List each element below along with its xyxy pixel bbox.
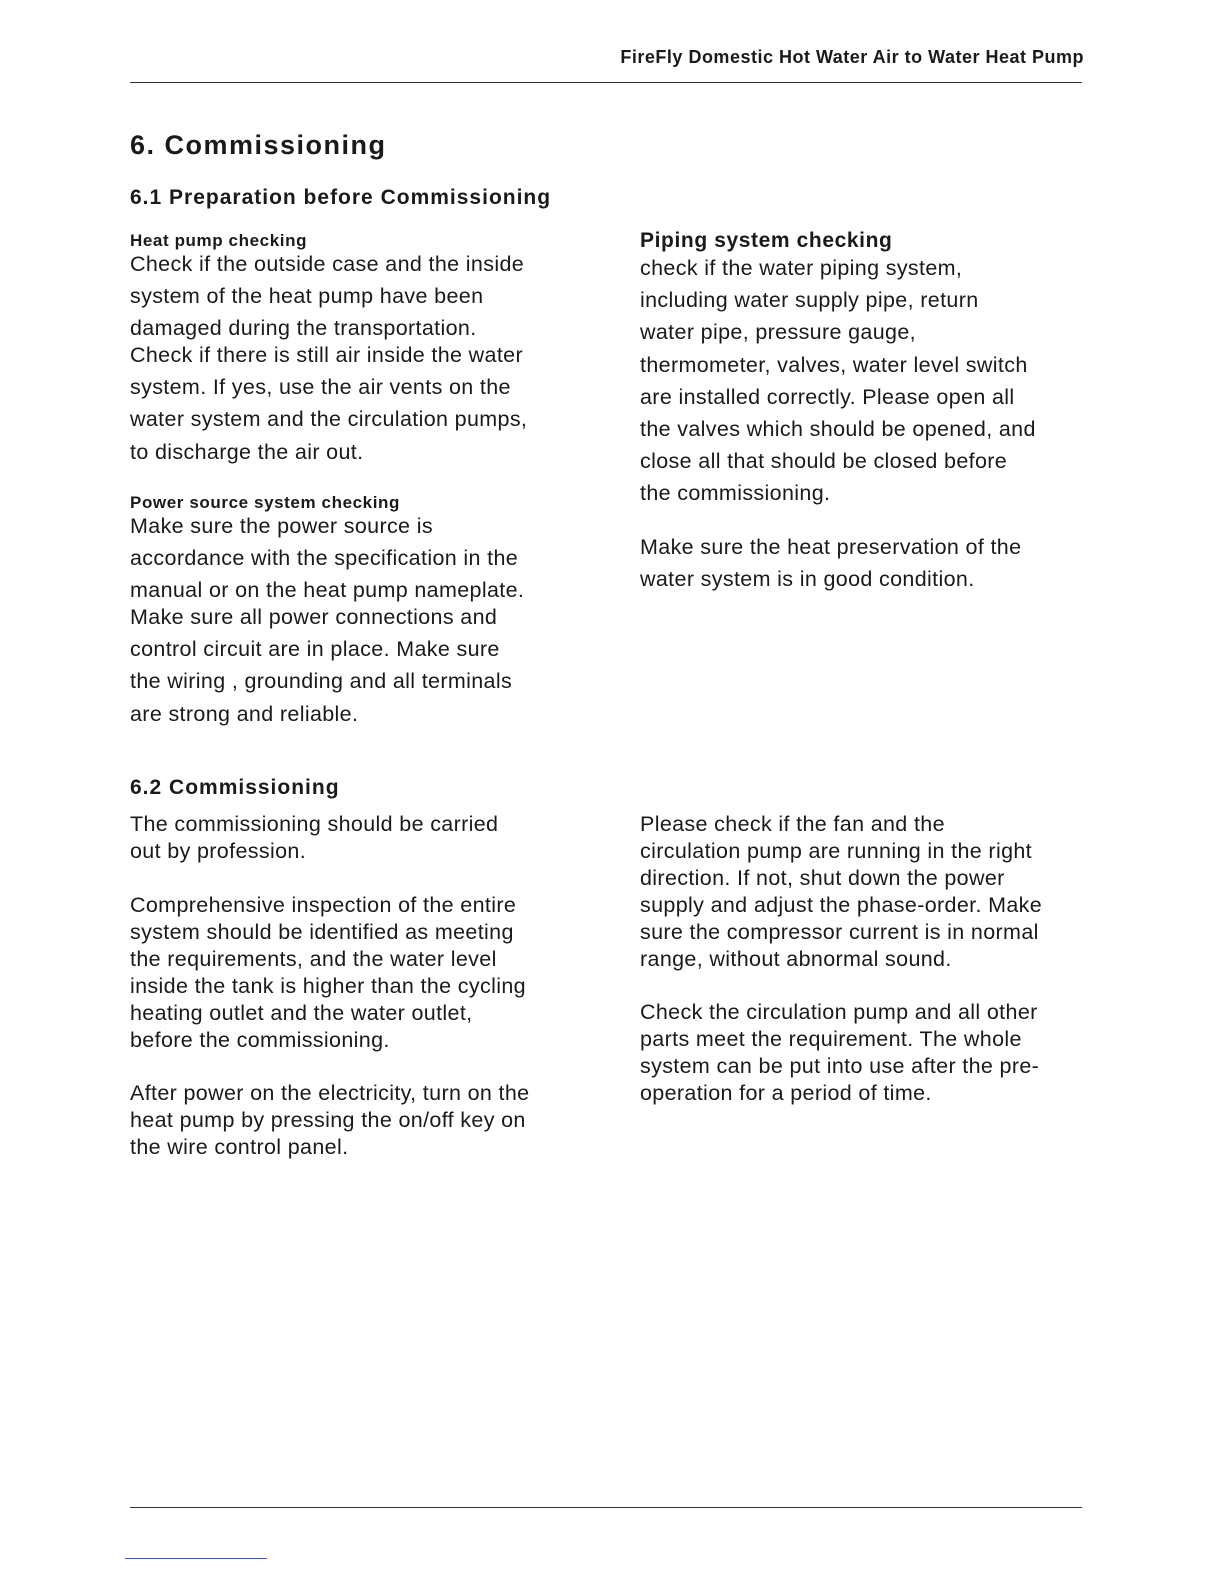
heading-power-source-checking: Power source system checking [130,493,401,512]
power-source-paragraph-1: Make sure the power source is accordance with the specification in the manual or on the heat pump nameplate. [130,514,525,603]
commissioning-left-paragraph-3: After power on the electricity, turn on the heat pump by pressing the on/off key on the wire control panel. [130,1081,530,1159]
piping-paragraph-1: check if the water piping system, including water supply pipe, return water pipe, pressure gauge, thermometer, valves, water level switch are installed correctly. Please open all the valves which should be opened, and close all that should be closed before the commissioning. [640,256,1036,506]
footer-rule [130,1507,1082,1508]
piping-paragraph-2: Make sure the heat preservation of the water system is in good condition. [640,535,1022,592]
heading-piping-system-checking: Piping system checking [640,229,893,252]
subsection-title-commissioning: 6.2 Commissioning [130,776,340,799]
power-source-paragraph-2: Make sure all power connections and control circuit are in place. Make sure the wiring , grounding and all terminals are strong and reliable. [130,605,513,726]
commissioning-right-paragraph-1: Please check if the fan and the circulation pump are running in the right direction. If not, shut down the power supply and adjust the phase-order. Make sure the compressor current is in normal range, without abnormal sound. [640,812,1043,971]
subsection-title-preparation: 6.1 Preparation before Commissioning [130,186,552,209]
commissioning-left-paragraph-2: Comprehensive inspection of the entire system should be identified as meeting the requirements, and the water level inside the tank is higher than the cycling heating outlet and the water outlet, before the commissioning. [130,893,526,1052]
heat-pump-paragraph-1: Check if the outside case and the inside system of the heat pump have been damaged during the transportation. [130,252,525,341]
commissioning-right-paragraph-2: Check the circulation pump and all other parts meet the requirement. The whole system can be put into use after the pre- operation for a period of time. [640,1000,1040,1105]
section-title: 6. Commissioning [130,130,387,160]
header-rule [130,82,1082,83]
footer-underline-decoration [125,1558,267,1559]
heat-pump-paragraph-2: Check if there is still air inside the water system. If yes, use the air vents on the water system and the circulation pumps, to discharge the air out. [130,343,528,464]
document-header-title: FireFly Domestic Hot Water Air to Water Heat Pump [620,47,1084,67]
heading-heat-pump-checking: Heat pump checking [130,231,308,250]
commissioning-left-paragraph-1: The commissioning should be carried out by profession. [130,812,499,863]
